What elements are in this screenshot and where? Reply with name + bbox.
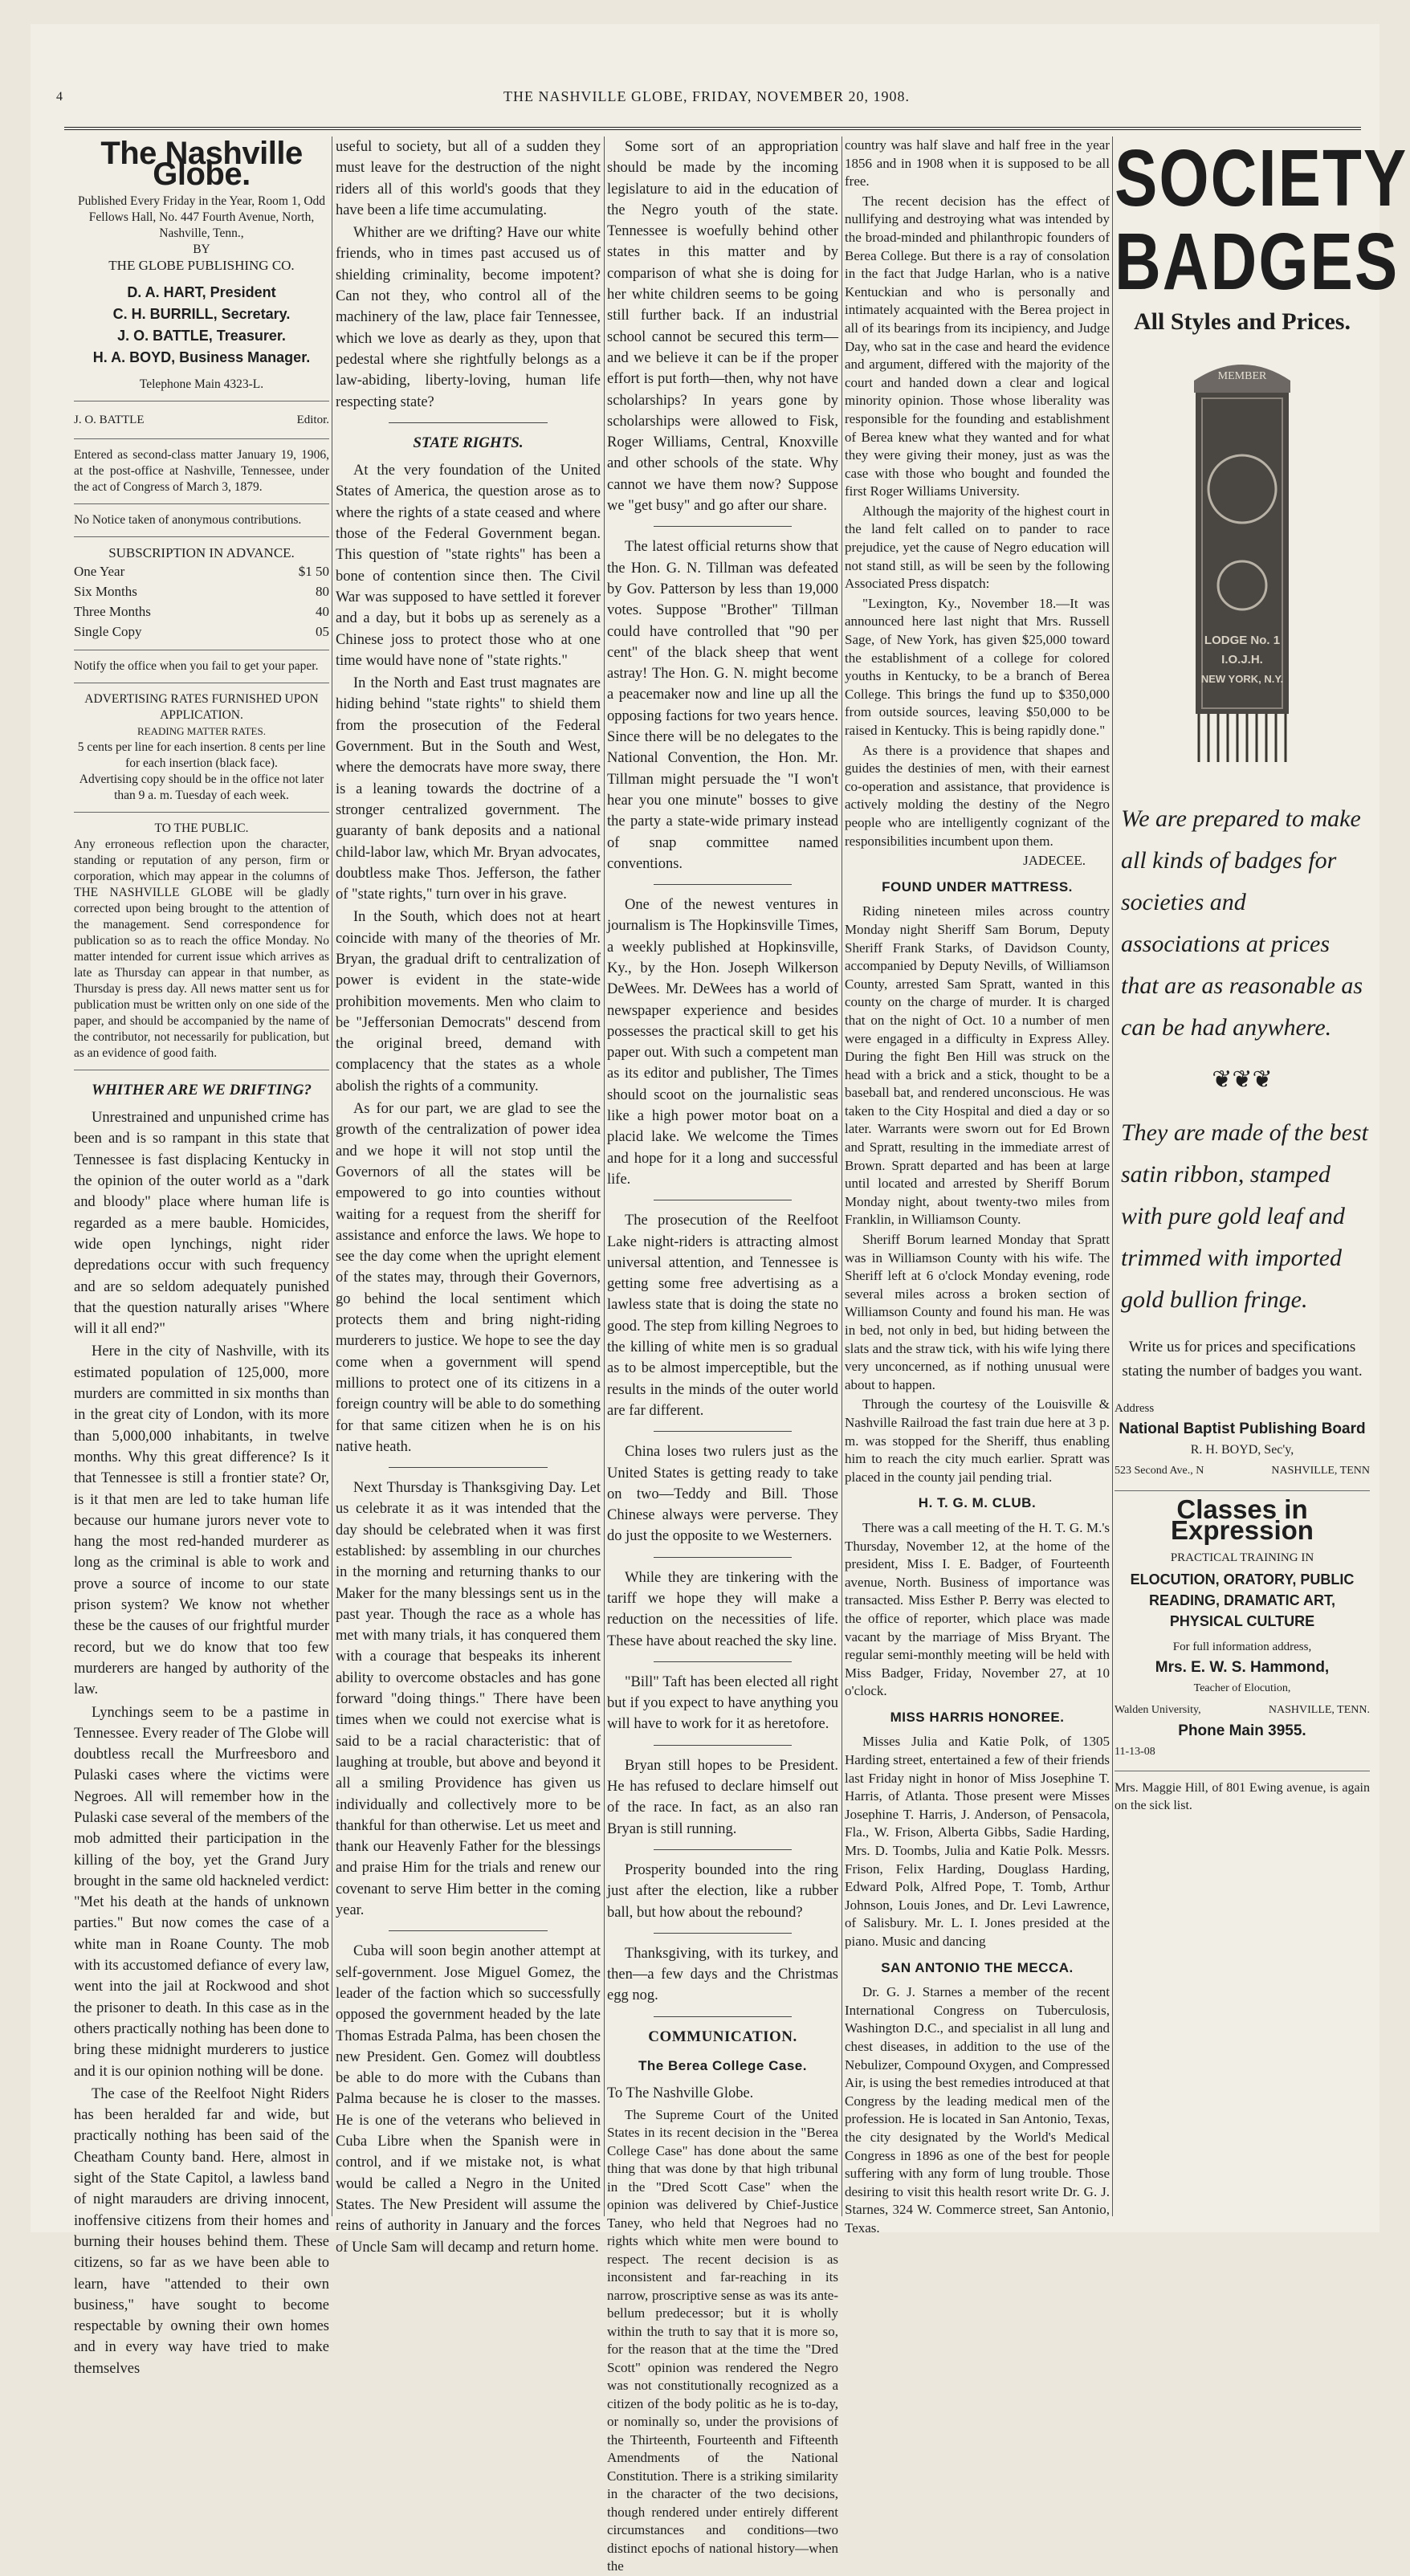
news-item: Prosperity bounded into the ring just after the election, like a rubber ball, but how about the rebound? — [607, 1861, 838, 1921]
editor-name: J. O. BATTLE — [74, 413, 145, 426]
ribbon-city: NEW YORK, N.Y. — [1200, 673, 1284, 686]
classes-training: PRACTICAL TRAINING IN — [1170, 1551, 1314, 1565]
article-headline: MISS HARRIS HONOREE. — [890, 1709, 1065, 1725]
article-paragraph: Misses Julia and Katie Polk, of 1305 Harding street, entertained a few of their friends last Friday night in honor of Miss Josephine T. Harris, of Atlanta. Those present were Misses Josephine T. Harris, J. Anderson, of Pensacola, Fla., W. Frison, Alberta Gibbs, Sadie Harding, Mrs. D. Toombs, Julia and Katie Polk. Messrs. Frison, Felix Harding, Douglass Harding, Edward Polk, Alfred Pope, T. Tomb, Arthur Johnson, Louis Jones, and Dr. Levi Lawrence, of Salisbury. Mr. L. I. Jones presided at the piano. Music and dancing — [845, 1734, 1110, 1949]
ornament-divider: ❦❦❦ — [1212, 1066, 1273, 1094]
article-headline: SAN ANTONIO THE MECCA. — [881, 1959, 1074, 1975]
editorial-paragraph: Here in the city of Nashville, with its estimated population of 125,000, more murders are committed in six months than in the great city of London, with its more than 5,000,000 inhabitants, in twelve months. Why this great difference? Is it that Tennessee is still a frontier state? Or, is it that men are led to take human life because our humane jurors never vote to hang the most red-handed murderer as long as the criminal is able to work and prove a source of income to our state prison system? We know not whether these be the causes of our frightful murder record, but we do know that too few murderers are hanged by authority of the law. — [74, 1343, 329, 1698]
article-paragraph: Sheriff Borum learned Monday that Spratt was in Williamson County with his wife. The Sheriff left at 6 o'clock Monday evening, rode several miles across a broken section of Williamson County and found his man. He was in bed, not only in bed, but hiding between the slats and the straw tick, with his wife lying there very unconcerned, as if nothing unusual were about to happen. — [845, 1232, 1110, 1392]
ad-board: National Baptist Publishing Board — [1119, 1420, 1366, 1437]
subscription-row: One Year $1 50 — [74, 563, 329, 579]
ad-address: 523 Second Ave., N NASHVILLE, TENN — [1115, 1465, 1370, 1478]
article-headline: H. T. G. M. CLUB. — [918, 1495, 1037, 1511]
news-item: Bryan still hopes to be President. He has refused to declare himself out of the race. In fact, as an also ran Bryan is still running. — [607, 1757, 838, 1837]
notify-notice: Notify the office when you fail to get your paper. — [74, 658, 319, 673]
editorial-paragraph: In the South, which does not at heart coincide with many of the theories of Mr. Bryan, the gradual drift to centralization of power is evident in the state-wide prohibition movements. Men who claim to be "Jeffersonian Democrats" descend from the original breed, demand with complacency that the states as a whole abolish the rights of a community. — [336, 909, 601, 1094]
editor-line — [74, 410, 329, 430]
ribbon-member-label: MEMBER — [1217, 370, 1267, 383]
by-line: BY — [193, 242, 210, 256]
column-1 — [74, 136, 329, 2377]
page-number: 4 — [56, 90, 63, 104]
article-paragraph: country was half slave and half free in the year 1856 and in 1908 when it is supposed to be all free. — [845, 137, 1110, 190]
editorial-paragraph: Next Thursday is Thanksgiving Day. Let us celebrate it as it was intended that the day should be celebrated when it was first established: by assembling in our churches in the morning and returning thanks to our Maker for the many blessings sent us in the past year. Though the race as a whole has met with many trials, it has conquered them with a courage that bespeaks its inherent ability to overcome obstacles and has gone forward "doing things." There have been times when we could not exercise what is said to be a racial characteristic: that of laughing at trouble, but above and beyond it all a smiling Providence has given us individually and collectively more to be thankful for than otherwise. Let us meet and thank our Heavenly Father for the blessings and praise Him for the trials and renew our covenant to serve Him better in the coming year. — [336, 1480, 601, 1919]
news-item: Thanksgiving, with its turkey, and then—a few days and the Christmas egg nog. — [607, 1945, 838, 2004]
editorial-paragraph: Unrestrained and unpunished crime has been and is so rampant in this state that Tennessee is fast displacing Kentucky in the opinion of the outer world as a "dark and bloody" place where human life is regarded as a mere bauble. Homicides, wide open lynchings, night rider depredations occur with such frequency and are so seldom adequately punished that the question naturally arises "Where will it all end?" — [74, 1110, 329, 1338]
reading-rates-head: READING MATTER RATES. — [137, 724, 266, 737]
article-paragraph: Through the courtesy of the Louisville & Nashville Railroad the fast train due here at 3 p. m. was stopped for the Sheriff, thus enabling him to reach the city much earlier. Spratt was placed in the county jail pending trial. — [845, 1396, 1110, 1485]
advertising-copy: Advertising copy should be in the office not later than 9 a. m. Tuesday of each week. — [79, 772, 324, 802]
telephone: Telephone Main 4323-L. — [139, 377, 264, 391]
officer: C. H. BURRILL, Secretary. — [112, 305, 291, 322]
classes-subjects: ELOCUTION, ORATORY, PUBLIC READING, DRAMATIC ART, PHYSICAL CULTURE — [1130, 1571, 1355, 1629]
subscription-row: Three Months 40 — [74, 603, 329, 619]
editorial-headline: WHITHER ARE WE DRIFTING? — [92, 1081, 312, 1098]
article-paragraph: There was a call meeting of the H. T. G. M.'s Thursday, November 12, at the home of the president, Miss I. E. Badger, of Fourteenth avenue, North. Business of importance was transacted. Miss Esther P. Berry was elected to the office of reporter, which place was made vacant by the marriage of Miss Bryant. The regular semi-monthly meeting will be held with Miss Badger, Friday, November 27, at 10 o'clock. — [845, 1519, 1110, 1699]
article-paragraph: "Lexington, Ky., November 18.—It was announced here last night that Mrs. Russell Sage, of New York, has given $25,000 toward the establishment of a college for colored youths in Kentucky, to be a branch of Berea College. This brings the fund up to $350,000 from outside sources, leaving $50,000 to be raised in Kentucky. This is being rapidly done." — [845, 595, 1110, 738]
running-head: THE NASHVILLE GLOBE, FRIDAY, NOVEMBER 20, 1908. — [503, 88, 910, 104]
news-item: "Bill" Taft has been elected all right but if you expect to have anything you will have to work for it as heretofore. — [607, 1673, 838, 1733]
subscription-head: SUBSCRIPTION IN ADVANCE. — [108, 544, 295, 560]
column-3 — [607, 137, 838, 2574]
officer: H. A. BOYD, Business Manager. — [92, 348, 311, 365]
sick-list-note: Mrs. Maggie Hill, of 801 Ewing avenue, is again on the sick list. — [1115, 1781, 1370, 1813]
article-paragraph: Dr. G. J. Starnes a member of the recent International Congress on Tuberculosis, Washington D.C., and specialist in all lung and chest diseases, in addition to the use of the Nebulizer, Compound Oxygen, and Compressed Air, is using the best remedies introduced at that Congress by the leading medical men of the profession. He is located in San Antonio, Texas, the city designated by the World's Medical Congress in 1896 as one of the best for people suffering with any form of lung trouble. Those desiring to visit this health resort write Dr. G. J. Starnes, 324 W. Commerce street, San Antonio, Texas. — [845, 1984, 1110, 2236]
public-head: TO THE PUBLIC. — [154, 821, 249, 835]
communication-subhead: The Berea College Case. — [638, 2058, 807, 2074]
classes-head: Classes in Expression — [1171, 1494, 1314, 1546]
ad-pitch: We are prepared to make all kinds of badges for societies and associations at prices that are as reasonable as can be had anywhere. — [1121, 805, 1363, 1041]
reading-rates: 5 cents per line for each insertion. 8 cents per line for each insertion (black face). — [77, 740, 326, 770]
ad-society: SOCIETY — [1115, 132, 1408, 222]
subscription-row: Six Months 80 — [74, 583, 329, 599]
signature: JADECEE. — [1023, 853, 1086, 869]
editorial-paragraph: At the very foundation of the United States of America, the question arose as to where the rights of a state ceased and where those of the Federal Government began. This question of "state rights" has been a bone of contention since then. The Civil War was supposed to have settled it forever and a day, but it bobs up as serenely as a Chinese joss to protect those who at one time would have none of "state rights." — [336, 463, 601, 669]
ad-write: Write us for prices and specifications stating the number of badges you want. — [1122, 1338, 1363, 1380]
classes-code: 11-13-08 — [1115, 1746, 1155, 1759]
advertisement-column — [1115, 132, 1408, 2216]
ribbon-lodge: LODGE No. 1 — [1204, 634, 1281, 648]
classes-role: Teacher of Elocution, — [1193, 1682, 1291, 1695]
news-item: While they are tinkering with the tariff we hope they will make a reduction on the necessities of life. These have about reached the sky line. — [607, 1569, 838, 1649]
news-item: One of the newest ventures in journalism is The Hopkinsville Times, a weekly published at Hopkinsville, Ky., by the Hon. Joseph Wilkerson DeWees. Mr. DeWees has a world of newspaper experience and besides possesses the practical skill to get his paper out. With such a competent man as its editor and publisher, The Times should scoot on the journalistic seas like a high power motor boat on a placid lake. We welcome the Times and hope for it a long and successful life. — [607, 897, 838, 1188]
public-text: Any erroneous reflection upon the character, standing or reputation of any person, firm or corporation, which may appear in the columns of THE NASHVILLE GLOBE will be gladly corrected upon being brought to the attention of the management. Send correspondence for publication so as to reach the office Monday. No matter intended for current issue which arrives as late as Thursday can appear in that number, as Thursday is press day. All news matter sent us for publication must be written only on one side of the paper, and should be accompanied by the name of the contributor, not necessarily for publication, but as an evidence of good faith. — [74, 837, 329, 1060]
column-2 — [336, 137, 601, 2256]
subscription-row: Single Copy 05 — [74, 623, 329, 639]
communication-text: The Supreme Court of the United States in its recent decision in the "Berea College Case" has done about the same thing that was done by that high tribunal in the "Dred Scott Case" when the opinion was delivered by Chief-Justice Taney, who held that Negroes had no rights which white men were bound to respect. The recent decision is as inconsistent and far-reaching in its narrow, proscriptive sense as was its ante-bellum predecessor; but it is wholly within the truth to say that it is more so, for the reason that at the time the "Dred Scott" opinion was rendered the Negro was not constitutionally recognized as a citizen of the body politic as he is to-day, or nominally so, under the provisions of the Thirteenth, Fourteenth and Fifteenth Amendments of the National Constitution. There is a striking similarity in the character of the two decisions, though rendered under entirely different circumstances and conditions—two distinct epochs of national history—when the — [607, 2106, 838, 2574]
article-paragraph: Although the majority of the highest court in the land felt called on to pander to race prejudice, yet the cause of Negro education will not stand still, as will be seen by the following Associated Press dispatch: — [845, 503, 1110, 592]
ad-badges: BADGES — [1115, 216, 1400, 306]
anonymous-notice: No Notice taken of anonymous contributions. — [74, 512, 302, 527]
editorial-paragraph: As for our part, we are glad to see the growth of the centralization of power idea and we hope it will not stop until the Governors of all the states will be empowered to go into counties without waiting for a request from the sheriff for assistance and enforce the laws. We hope to see the day come when the upright element of the states may, through their Governors, go behind the local sentiment which protects them and bring night-riding murderers to justice. We hope to see the day come when a government will spend millions to protect one of its citizens in a foreign country will be able to do something for that same citizen when he is on his native heath. — [336, 1101, 601, 1455]
badge-ribbon-icon — [1178, 348, 1306, 766]
ribbon-order: I.O.J.H. — [1221, 653, 1263, 667]
classes-phone: Phone Main 3955. — [1178, 1722, 1306, 1739]
publication-note: Published Every Friday in the Year, Room 1, Odd Fellows Hall, No. 447 Fourth Avenue, North, Nashville, Tenn., — [77, 194, 326, 240]
ad-material: They are made of the best satin ribbon, stamped with pure gold leaf and trimmed with imported gold bullion fringe. — [1121, 1119, 1368, 1313]
editorial-paragraph: Cuba will soon begin another attempt at self-government. Jose Miguel Gomez, the leader of the faction which so successfully opposed the government headed by the late Thomas Estrada Palma, has been chosen the new President. Gen. Gomez will doubtless be able to do more with the Cubans than Palma because he is closer to the masses. He is one of the veterans who believed in Cuba Libre when the Spanish were in control, and if we mistake not, is what would be called a Negro in the United States. The New President will assume the reins of authority in January and the forces of Uncle Sam will decamp and return home. — [336, 1943, 601, 2256]
officer: J. O. BATTLE, Treasurer. — [117, 327, 286, 344]
top-rule — [64, 127, 1361, 130]
column-4 — [845, 137, 1110, 2236]
address-label: Address — [1115, 1401, 1155, 1415]
article-headline: FOUND UNDER MATTRESS. — [882, 878, 1073, 895]
editorial-paragraph: Whither are we drifting? Have our white friends, who in times past accused us of shielding criminality, become impotent? Can not they, who control all of the machinery of the law, place fair Tennessee, which we love as dearly as they, upon that pedestal where she rightfully belongs as a law-abiding, liberty-loving, human life respecting state? — [336, 225, 601, 410]
news-item: China loses two rulers just as the United States is getting ready to take on two—Teddy and Bill. Those Chinese always were perverse. They do just the opposite to we Westerners. — [607, 1444, 838, 1545]
editor-title: Editor. — [296, 413, 329, 426]
classes-info: For full information address, — [1172, 1640, 1312, 1653]
classes-name: Mrs. E. W. S. Hammond, — [1155, 1658, 1330, 1676]
badge-ribbon-illustration — [1178, 348, 1306, 766]
editorial-paragraph: In the North and East trust magnates are hiding behind "state rights" to shield them from the prosecution of the Federal Government. But in the South and West, where the democrats have more sway, there is a leaning towards the doctrine of a stronger centralized government. The guaranty of bank deposits and a national child-labor law, which Mr. Bryan advocates, doubtless make Thos. Jefferson, the father of "state rights," turn over in his grave. — [336, 675, 601, 903]
subscription-table — [74, 561, 329, 642]
editorial-paragraph: The case of the Reelfoot Night Riders has been heralded far and wide, but practically nothing has been said of the Cheatham County band. Here, almost in sight of the State Capitol, a lawless band of night marauders are driving innocent, inoffensive citizens from their homes and burning their houses behind them. These citizens, so far as we have been able to learn, have "attended to their own business," have sought to become respectable by owning their own homes and in every way have tried to make themselves — [74, 2085, 329, 2377]
entered-notice: Entered as second-class matter January 19, 1906, at the post-office at Nashville, Tennessee, under the act of Congress of March 3, 1879. — [74, 447, 329, 494]
officer: D. A. HART, President — [127, 283, 276, 300]
column-rule — [604, 137, 605, 2216]
advertising-head: ADVERTISING RATES FURNISHED UPON APPLICATION. — [84, 691, 319, 722]
classes-school-line: Walden University, NASHVILLE, TENN. — [1115, 1703, 1370, 1716]
article-paragraph: As there is a providence that shapes and guides the destinies of men, with their earnest co-operation and assistance, that providence is actively molding the destiny of the Negro people who are intelligently cognizant of the responsibilities incumbent upon them. — [845, 742, 1110, 849]
editorial-paragraph: Lynchings seem to be a pastime in Tennessee. Every reader of The Globe will doubtless recall the Murfreesboro and Pulaski cases where the victims were Negroes. All will remember how in the Pulaski case several of the members of the mob admitted their participation in the killing of the boy, yet the Grand Jury brought in the same old hackneled verdict: "Met his death at the hands of unknown parties." But now comes the case of a white man in Roane County. The mob with its accustomed defiance of every law, went into the jail at Rockwood and shot the prisoner to death. In this case as in the others practically nothing has been done to bring these midnight murderers to justice and it is our opinion nothing will be done. — [74, 1704, 329, 2080]
article-paragraph: Riding nineteen miles across country Monday night Sheriff Sam Borum, Deputy Sheriff Frank Starks, of Davidson County, accompanied by Deputy Nevills, of Williamson County, arrested Sam Spratt, wanted in this county on the charge of murder. It is charged that on the night of Oct. 10 a number of men were engaged in a difficulty in Express Alley. During the fight Ben Hill was struck on the head with a brick and a stick, thought to be a baseball bat, and rendered unconscious. He was taken to the City Hospital and died a day or so later. Warrants were sworn out for Ed Brown and Spratt, resulting in the immediate arrest of Brown. Spratt departed and has been at large until located and arrested by Sheriff Borum Monday night, about twenty-two miles from Franklin, in Williamson County. — [845, 903, 1110, 1228]
news-item: Some sort of an appropriation should be made by the incoming legislature to aid in the education of the Negro youth of the state. Tennessee is woefully behind other states in this matter and by comparison of what she is doing for her white children seems to be going still further back. If an industrial school cannot be secured this term—and we believe it can be if the proper effort is put forth—then, why not have scholarships? In years gone by scholarships were allowed to Fisk, Roger Williams, Central, Knoxville and other schools of the state. Why cannot we have them now? Suppose we "get busy" and go after our share. — [607, 139, 838, 515]
publisher: THE GLOBE PUBLISHING CO. — [108, 257, 295, 273]
news-item: The latest official returns show that the Hon. G. N. Tillman was defeated by Gov. Patterson by less than 19,000 votes. Suppose "Brother" Tillman could have controlled that "90 per cent" of the black sheep that went astray! The Hon. G. N. might become a peacemaker now and line up all the opposing factions for two years hence. Since there will be no delegates to the National Convention, the Hon. Mr. Tillman might persuade the "I won't hear you one minute" bosses to give the party a state-wide primary instead of snap committee named conventions. — [607, 539, 838, 872]
ad-secretary: R. H. BOYD, Sec'y, — [1190, 1443, 1294, 1457]
communication-to: To The Nashville Globe. — [607, 2085, 754, 2102]
news-item: The prosecution of the Reelfoot Lake night-riders is attracting almost universal attention, and Tennessee is getting some free advertising as a lawless state that is doing the state no good. The step from killing Negroes to the killing of white men is so gradual as to be almost imperceptible, but the results in the minds of the outer world are far different. — [607, 1213, 838, 1419]
masthead-title: The Nashville Globe. — [100, 136, 303, 193]
communication-head: COMMUNICATION. — [648, 2028, 797, 2045]
editorial-headline: STATE RIGHTS. — [413, 434, 524, 451]
ad-tagline: All Styles and Prices. — [1134, 308, 1351, 335]
article-paragraph: The recent decision has the effect of nullifying and destroying what was intended by the broad-minded and philanthropic founders of Berea College. But there is a ray of consolation in the fact that Judge Harlan, who is a native Kentuckian and who is personally and intimately acquainted with the Berea project in all of its bearings from its incipiency, and Judge Day, who sat in the case and heard the evidence and argument, differed with the majority of the court and handed down a clear and logical minority opinion. Those whose liberality was responsible for the founding and establishment of Berea knew what they wanted and for what they were giving their money, just as was the case with those who bought and founded the first Roger Williams University. — [845, 193, 1110, 499]
column-rule — [1112, 137, 1113, 2216]
editorial-paragraph: useful to society, but all of a sudden they must leave for the destruction of the night riders all of this world's goods that they have been a life time accumulating. — [336, 139, 601, 218]
